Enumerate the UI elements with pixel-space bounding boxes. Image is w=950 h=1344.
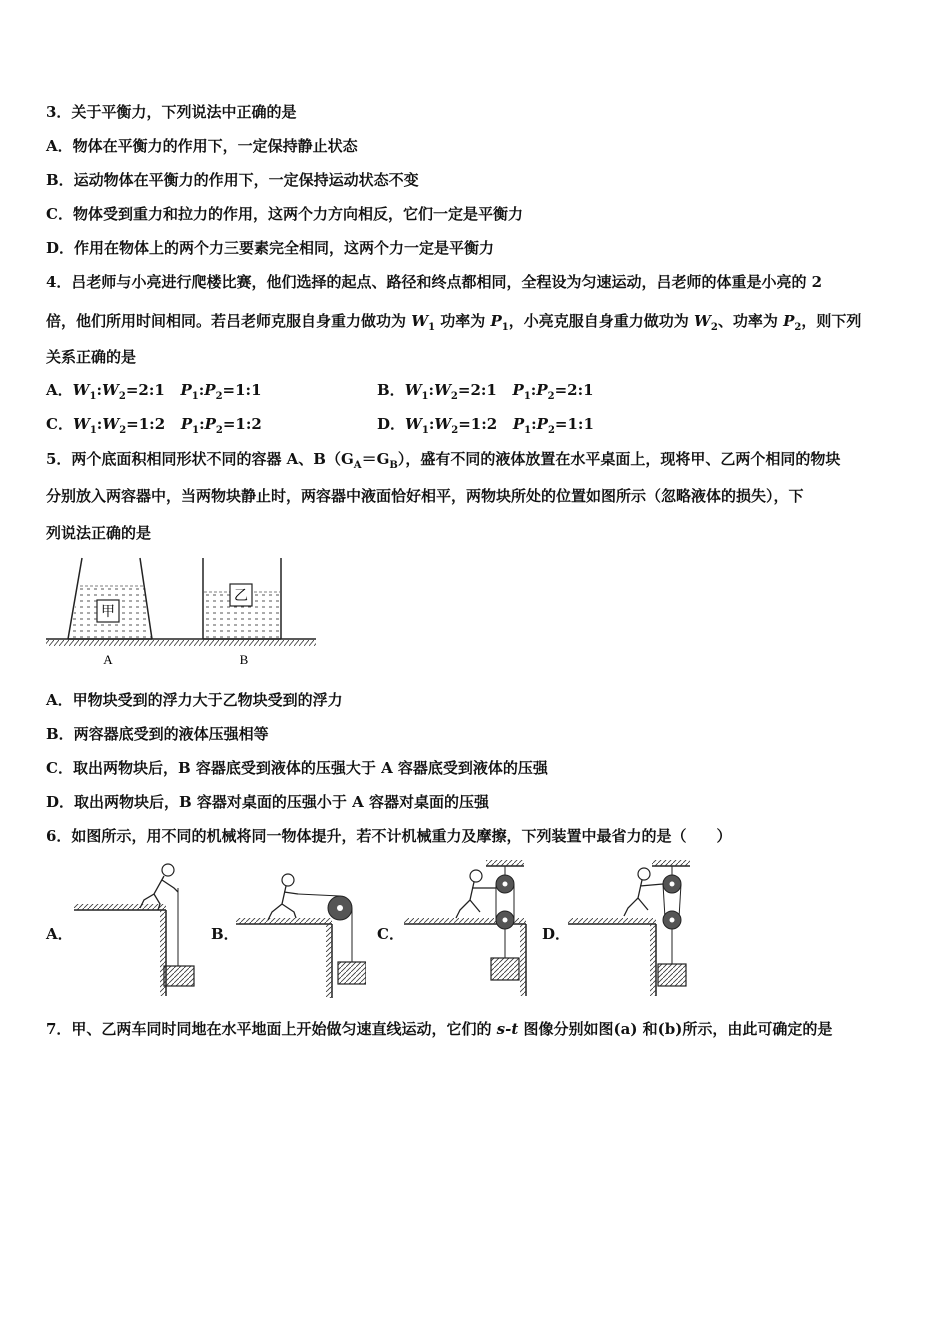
q4-line1: 4．吕老师与小亮进行爬楼比赛，他们选择的起点、路径和终点都相同，全程设为匀速运动，吕老师的体重是小亮的 2	[46, 273, 823, 291]
q4-option-b: B．$W_1:W_2=2:1$ $P_1:P_2=2:1$	[377, 381, 594, 402]
q6-label-b: B．	[211, 925, 239, 943]
machine-b-figure	[236, 862, 366, 1002]
q4-option-d: D．$W_1:W_2=1:2$ $P_1:P_2=1:1$	[377, 415, 594, 436]
q5-option-d: D．取出两物块后，B 容器对桌面的压强小于 A 容器对桌面的压强	[46, 793, 489, 811]
q4-option-c: C．$W_1:W_2=1:2$ $P_1:P_2=1:2$	[46, 415, 262, 436]
q5-line2: 分别放入两容器中，当两物块静止时，两容器中液面恰好相平，两物块所处的位置如图所示（忽略液体的损失），下	[46, 487, 804, 505]
machine-c-figure	[404, 858, 534, 998]
q5-option-a: A．甲物块受到的浮力大于乙物块受到的浮力	[46, 691, 343, 709]
q3-option-b: B．运动物体在平衡力的作用下，一定保持运动状态不变	[46, 171, 419, 189]
q5-line3: 列说法正确的是	[46, 524, 152, 542]
q3-stem: 3．关于平衡力，下列说法中正确的是	[46, 103, 297, 121]
q3-option-d: D．作用在物体上的两个力三要素完全相同，这两个力一定是平衡力	[46, 239, 495, 257]
q6-label-d: D．	[542, 925, 571, 943]
q3-option-a: A．物体在平衡力的作用下，一定保持静止状态	[46, 137, 358, 155]
block-jia-label: 甲	[101, 604, 115, 620]
q5-line1: 5．两个底面积相同形状不同的容器 A、$B(G_A=G_B)$，盛有不同的液体放置在水平桌面上，现将甲、乙两个相同的物块	[46, 450, 841, 471]
container-b-label: B	[239, 652, 249, 667]
q5-option-c: C．取出两物块后，B 容器底受到液体的压强大于 A 容器底受到液体的压强	[46, 759, 548, 777]
machine-d-figure	[568, 858, 698, 998]
container-a-label: A	[103, 652, 113, 667]
q5-option-b: B．两容器底受到的液体压强相等	[46, 725, 269, 743]
containers-figure	[44, 556, 320, 672]
q4-option-a: A．$W_1:W_2=2:1$ $P_1:P_2=1:1$	[46, 381, 262, 402]
block-yi-label: 乙	[234, 588, 248, 604]
q6-label-c: C．	[377, 925, 404, 943]
q4-line3: 关系正确的是	[46, 348, 137, 366]
machine-a-figure	[74, 858, 204, 998]
q6-stem: 6．如图所示，用不同的机械将同一物体提升，若不计机械重力及摩擦，下列装置中最省力的是（ ）	[46, 827, 732, 845]
q6-label-a: A．	[46, 925, 73, 943]
q4-line2: 倍，他们所用时间相同。若吕老师克服自身重力做功为 $W_1$ 功率为 $P_1$，小亮克服自身重力做功为 $W_2$、功率为 $P_2$，则下列	[46, 312, 862, 333]
q7-stem: 7．甲、乙两车同时同地在水平地面上开始做匀速直线运动，它们的 s-t 图像分别如图(a) 和(b)所示，由此可确定的是	[46, 1020, 833, 1038]
q3-option-c: C．物体受到重力和拉力的作用，这两个力方向相反，它们一定是平衡力	[46, 205, 523, 223]
